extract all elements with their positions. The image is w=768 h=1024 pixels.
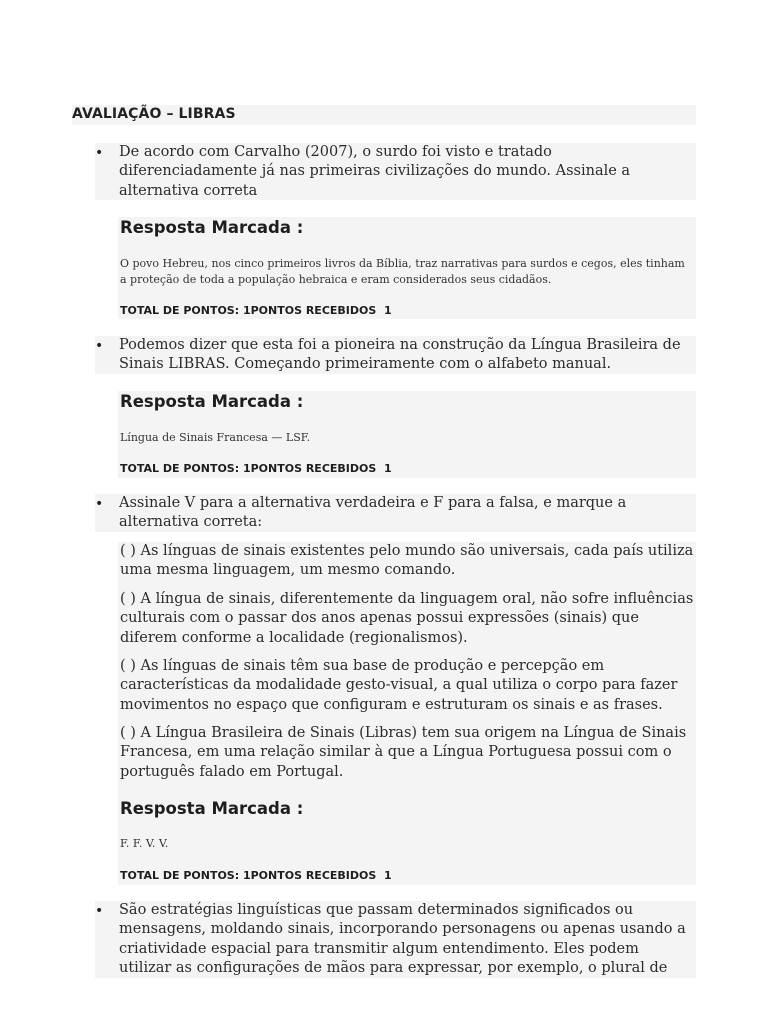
question-3 [95,494,696,532]
answer-1-label: Resposta Marcada : [120,218,304,237]
option-1: ( ) As línguas de sinais existentes pelo mundo são universais, cada país utiliza uma mesma linguagem, um mesmo comando. [120,543,694,579]
bullet-icon: • [95,903,104,919]
option-3: ( ) As línguas de sinais têm sua base de produção e percepção em características da modalidade gesto-visual, a qual utiliza o corpo para fazer movimentos no espaço que configuram e estruturam os sinais e as frases. [120,658,678,713]
answer-block-2 [118,391,696,478]
answer-2-label: Resposta Marcada : [120,392,304,411]
answer-1-text: O povo Hebreu, nos cinco primeiros livros da Bíblia, traz narrativas para surdos e cegos, eles tinham a proteção de toda a população hebraica e eram considerados seus cidadãos. [120,257,685,286]
answer-2-score: TOTAL DE PONTOS: 1PONTOS RECEBIDOS 1 [120,462,392,475]
answer-3-text: F. F. V. V. [120,837,169,850]
bullet-icon: • [95,145,104,161]
question-2-text: Podemos dizer que esta foi a pioneira na construção da Língua Brasileira de Sinais LIBRAS. Começando primeiramente com o alfabeto manual. [119,337,681,373]
question-3-text: Assinale V para a alternativa verdadeira e F para a falsa, e marque a alternativa correta: [119,495,627,531]
bullet-icon: • [95,338,104,354]
answer-3-label: Resposta Marcada : [120,799,304,818]
page-title: AVALIAÇÃO – LIBRAS [72,106,236,122]
title-bar [72,105,696,125]
question-1 [95,143,696,200]
question-1-text: De acordo com Carvalho (2007), o surdo foi visto e tratado diferenciadamente já nas primeiras civilizações do mundo. Assinale a alternativa correta [119,144,631,199]
answer-1-score: TOTAL DE PONTOS: 1PONTOS RECEBIDOS 1 [120,304,392,317]
answer-2-text: Língua de Sinais Francesa — LSF. [120,431,311,444]
question-4-text: São estratégias linguísticas que passam determinados significados ou mensagens, moldando sinais, incorporando personagens ou apenas usando a criatividade espacial para transmitir algum entendimento. Eles podem utilizar as configurações de mãos para expressar, por exemplo, o plural de [119,902,686,976]
question-4 [95,901,696,978]
answer-block-1 [118,217,696,319]
option-4: ( ) A Língua Brasileira de Sinais (Libras) tem sua origem na Língua de Sinais Francesa, em uma relação similar à que a Língua Portuguesa possui com o português falado em Portugal. [120,725,687,780]
answer-3-score: TOTAL DE PONTOS: 1PONTOS RECEBIDOS 1 [120,869,392,882]
option-2: ( ) A língua de sinais, diferentemente da linguagem oral, não sofre influências culturais com o passar dos anos apenas possui expressões (sinais) que diferem conforme a localidade (regionalismos). [120,591,694,646]
bullet-icon: • [95,496,104,512]
answer-block-3 [118,784,696,885]
options-block [118,542,696,784]
question-2 [95,336,696,374]
